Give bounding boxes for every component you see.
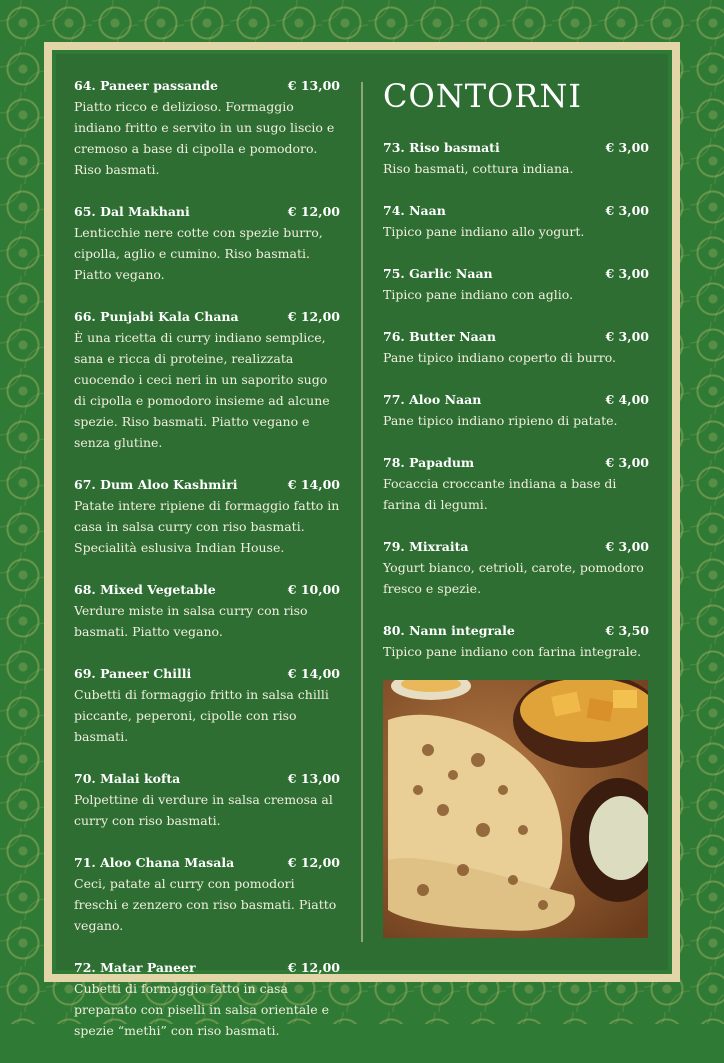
menu-item — [383, 390, 649, 431]
menu-item-header — [383, 201, 649, 221]
menu-item — [383, 201, 649, 242]
menu-item-name: 76. Butter Naan — [383, 329, 496, 344]
menu-item — [74, 580, 340, 642]
menu-item-description: Piatto ricco e delizioso. Formaggio indiano fritto e servito in un sugo liscio e cremoso a base di cipolla e pomodoro. Riso basmati. — [74, 99, 335, 177]
menu-item-name: 71. Aloo Chana Masala — [74, 855, 235, 870]
menu-item-header — [74, 307, 340, 327]
menu-item-name: 74. Naan — [383, 203, 446, 218]
menu-item-price: € 12,00 — [287, 960, 340, 975]
menu-item-header — [74, 853, 340, 873]
menu-item — [383, 264, 649, 305]
menu-item-name: 66. Punjabi Kala Chana — [74, 309, 239, 324]
menu-item-description: Patate intere ripiene di formaggio fatto in casa in salsa curry con riso basmati. Specialità eslusiva Indian House. — [74, 498, 340, 555]
naan-illustration — [383, 680, 648, 938]
menu-item-description: Pane tipico indiano ripieno di patate. — [383, 413, 618, 428]
menu-item-name: 69. Paneer Chilli — [74, 666, 192, 681]
menu-item-description: Focaccia croccante indiana a base di farina di legumi. — [383, 476, 617, 512]
menu-item-price: € 12,00 — [287, 204, 340, 219]
column-divider — [361, 82, 363, 942]
menu-item-header — [74, 664, 340, 684]
menu-item-price: € 3,50 — [605, 623, 649, 638]
menu-item-description: Tipico pane indiano allo yogurt. — [383, 224, 585, 239]
menu-item-header — [74, 475, 340, 495]
menu-item-header — [383, 138, 649, 158]
menu-item-price: € 3,00 — [605, 455, 649, 470]
menu-item — [383, 537, 649, 599]
menu-item-name: 73. Riso basmati — [383, 140, 500, 155]
left-menu-column — [74, 76, 340, 1063]
menu-item-name: 75. Garlic Naan — [383, 266, 493, 281]
menu-item-price: € 4,00 — [605, 392, 649, 407]
menu-item — [74, 475, 340, 558]
contorni-list — [383, 138, 649, 662]
menu-item — [74, 76, 340, 180]
menu-item-name: 80. Nann integrale — [383, 623, 515, 638]
menu-item — [74, 769, 340, 831]
menu-item-name: 72. Matar Paneer — [74, 960, 196, 975]
menu-item-header — [74, 76, 340, 96]
menu-item-description: Tipico pane indiano con farina integrale. — [383, 644, 642, 659]
menu-item — [74, 853, 340, 936]
menu-item-price: € 14,00 — [287, 477, 340, 492]
menu-item-description: È una ricetta di curry indiano semplice, sana e ricca di proteine, realizzata cuocendo i ceci neri in un saporito sugo di cipolla e pomodoro insieme ad alcune spezie. Riso basmati. Piatto vegano e senza glutine. — [74, 330, 330, 450]
menu-item — [74, 664, 340, 747]
menu-item-header — [74, 958, 340, 978]
menu-item-price: € 3,00 — [605, 266, 649, 281]
menu-item-description: Tipico pane indiano con aglio. — [383, 287, 574, 302]
menu-item — [383, 453, 649, 515]
menu-item — [74, 958, 340, 1041]
menu-item-name: 67. Dum Aloo Kashmiri — [74, 477, 238, 492]
menu-item-description: Yogurt bianco, cetrioli, carote, pomodoro fresco e spezie. — [383, 560, 644, 596]
menu-item-price: € 13,00 — [287, 771, 340, 786]
menu-item-description: Riso basmati, cottura indiana. — [383, 161, 574, 176]
menu-item-name: 68. Mixed Vegetable — [74, 582, 216, 597]
menu-item-header — [74, 769, 340, 789]
menu-item — [383, 138, 649, 179]
menu-item-description: Verdure miste in salsa curry con riso basmati. Piatto vegano. — [74, 603, 308, 639]
menu-item-header — [383, 453, 649, 473]
menu-item-name: 64. Paneer passande — [74, 78, 218, 93]
menu-item — [383, 327, 649, 368]
menu-item-name: 65. Dal Makhani — [74, 204, 190, 219]
menu-item-header — [383, 327, 649, 347]
menu-item — [383, 621, 649, 662]
menu-item-header — [74, 580, 340, 600]
menu-item — [74, 307, 340, 453]
menu-item-description: Pane tipico indiano coperto di burro. — [383, 350, 616, 365]
menu-item-description: Cubetti di formaggio fatto in casa preparato con piselli in salsa orientale e spezie “methi” con riso basmati. — [74, 981, 330, 1038]
food-photo-naan — [383, 680, 648, 938]
menu-item-header — [383, 390, 649, 410]
menu-item-price: € 3,00 — [605, 203, 649, 218]
menu-item-name: 70. Malai kofta — [74, 771, 181, 786]
menu-item-name: 77. Aloo Naan — [383, 392, 482, 407]
right-menu-column — [383, 76, 649, 684]
menu-item-price: € 14,00 — [287, 666, 340, 681]
menu-item-header — [383, 537, 649, 557]
menu-item-header — [383, 621, 649, 641]
menu-item-header — [383, 264, 649, 284]
section-title-contorni: CONTORNI — [383, 77, 583, 115]
menu-item-name: 78. Papadum — [383, 455, 475, 470]
menu-item-price: € 3,00 — [605, 140, 649, 155]
menu-item-header — [74, 202, 340, 222]
menu-item-price: € 3,00 — [605, 329, 649, 344]
menu-item-description: Polpettine di verdure in salsa cremosa al curry con riso basmati. — [74, 792, 333, 828]
menu-item-price: € 12,00 — [287, 309, 340, 324]
menu-item — [74, 202, 340, 285]
menu-item-price: € 10,00 — [287, 582, 340, 597]
menu-item-price: € 12,00 — [287, 855, 340, 870]
menu-item-description: Ceci, patate al curry con pomodori freschi e zenzero con riso basmati. Piatto vegano. — [74, 876, 337, 933]
menu-item-name: 79. Mixraita — [383, 539, 469, 554]
menu-item-price: € 3,00 — [605, 539, 649, 554]
menu-item-description: Lenticchie nere cotte con spezie burro, cipolla, aglio e cumino. Riso basmati. Piatto vegano. — [74, 225, 323, 282]
menu-item-price: € 13,00 — [287, 78, 340, 93]
menu-item-description: Cubetti di formaggio fritto in salsa chilli piccante, peperoni, cipolle con riso basmati. — [74, 687, 329, 744]
